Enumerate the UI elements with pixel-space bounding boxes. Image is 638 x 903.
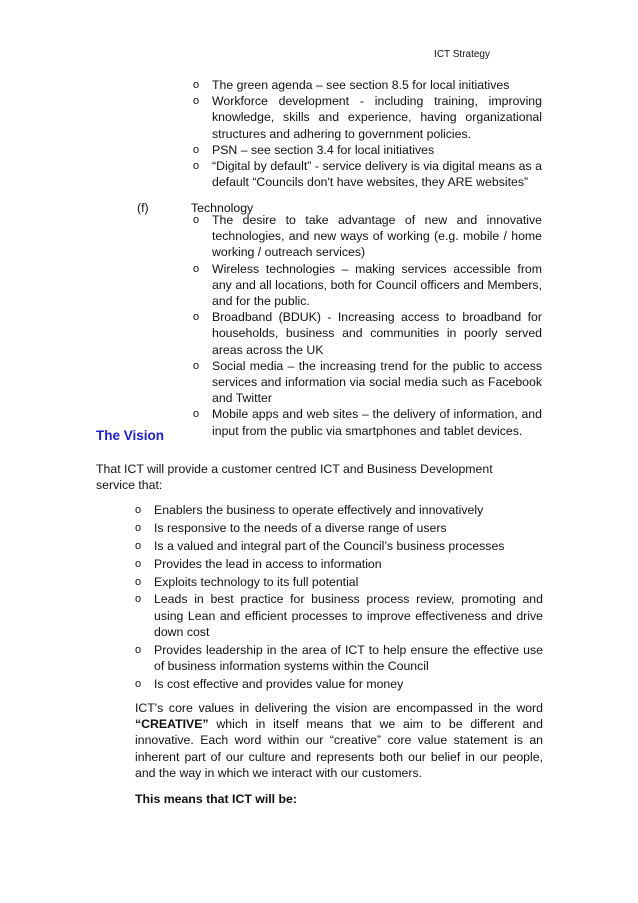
bullet-icon: o xyxy=(135,539,142,552)
bullet-icon: o xyxy=(135,557,142,570)
paragraph-text-end: which in itself means that we aim to be different and innovative. Each word within our “creative” core value statement is an inherent part of our culture and represents both our belief in our people, and the way in which we interact with our customers. xyxy=(135,717,543,780)
list-item-text: Provides the lead in access to information xyxy=(154,556,382,571)
list-item-text: The desire to take advantage of new and innovative technologies, and new ways of working (e.g. mobile / home working / outreach services) xyxy=(212,213,542,260)
list-item-text: Exploits technology to its full potential xyxy=(154,574,359,589)
vision-list xyxy=(135,502,543,694)
list-item-text: Is a valued and integral part of the Council’s business processes xyxy=(154,538,505,553)
list-item xyxy=(193,406,542,438)
vision-intro: That ICT will provide a customer centred ICT and Business Development service that: xyxy=(96,462,493,493)
bullet-icon: o xyxy=(193,160,200,173)
bullet-icon: o xyxy=(135,643,142,656)
list-item-text: Is cost effective and provides value for money xyxy=(154,676,404,691)
section-title: Technology xyxy=(191,201,254,215)
vision-heading: The Vision xyxy=(96,428,165,443)
list-item-text: “Digital by default” - service delivery is via digital means as a default “Councils don't have websites, they ARE websites” xyxy=(212,159,542,190)
bullet-icon: o xyxy=(193,95,200,108)
list-item xyxy=(135,591,543,640)
list-item-text: Mobile apps and web sites – the delivery of information, and input from the public via smartphones and tablet devices. xyxy=(212,407,542,438)
list-item xyxy=(135,538,543,554)
list-item-text: Is responsive to the needs of a diverse range of users xyxy=(154,520,447,535)
list-item xyxy=(193,77,542,93)
list-item-text: Broadband (BDUK) - Increasing access to broadband for households, business and communities in poorly served areas across the UK xyxy=(212,310,542,357)
bullet-icon: o xyxy=(193,311,200,324)
bullet-icon: o xyxy=(193,79,200,91)
bullet-icon: o xyxy=(193,359,200,372)
list-item-text: Wireless technologies – making services accessible from any and all locations, both for Council officers and Members, and for the public. xyxy=(212,261,542,309)
bullet-icon: o xyxy=(193,143,200,156)
list-item xyxy=(193,93,542,142)
list-item-text: PSN – see section 3.4 for local initiatives xyxy=(212,142,435,157)
bullet-icon: o xyxy=(193,214,200,226)
means-statement: This means that ICT will be: xyxy=(135,792,297,806)
bullet-icon: o xyxy=(193,408,200,421)
list-item xyxy=(135,502,543,518)
list-item-text: Leads in best practice for business process review, promoting and using Lean and efficient processes to improve effectiveness and drive down cost xyxy=(154,592,543,639)
technology-list xyxy=(193,212,542,439)
initiatives-list xyxy=(193,77,542,190)
list-item xyxy=(135,574,543,590)
bullet-icon: o xyxy=(135,575,142,588)
bullet-icon: o xyxy=(135,677,142,690)
paragraph-text-start: ICT's core values in delivering the vision are encompassed in the word xyxy=(135,701,543,715)
list-item-text: Social media – the increasing trend for the public to access services and information via social media such as Facebook and Twitter xyxy=(212,358,542,406)
list-item-text: Workforce development - including training, improving knowledge, skills and experience, having organizational structures and adhering to government policies. xyxy=(212,94,542,141)
list-item xyxy=(193,212,542,261)
list-item xyxy=(135,520,543,536)
section-label: (f) xyxy=(137,201,149,215)
list-item-text: Provides leadership in the area of ICT to help ensure the effective use of business information systems within the Council xyxy=(154,642,543,673)
list-item-text: The green agenda – see section 8.5 for local initiatives xyxy=(212,78,510,92)
bullet-icon: o xyxy=(135,504,142,516)
creative-keyword: “CREATIVE” xyxy=(135,717,209,732)
list-item xyxy=(193,142,542,158)
page-header: ICT Strategy xyxy=(434,49,490,60)
list-item xyxy=(135,676,543,692)
list-item xyxy=(193,158,542,190)
list-item xyxy=(193,309,542,358)
bullet-icon: o xyxy=(135,521,142,534)
list-item xyxy=(193,261,542,310)
list-item xyxy=(193,358,542,407)
list-item xyxy=(135,642,543,674)
bullet-icon: o xyxy=(193,262,200,275)
bullet-icon: o xyxy=(135,593,142,606)
core-values-paragraph xyxy=(135,700,543,781)
list-item xyxy=(135,556,543,572)
list-item-text: Enablers the business to operate effectively and innovatively xyxy=(154,503,484,517)
